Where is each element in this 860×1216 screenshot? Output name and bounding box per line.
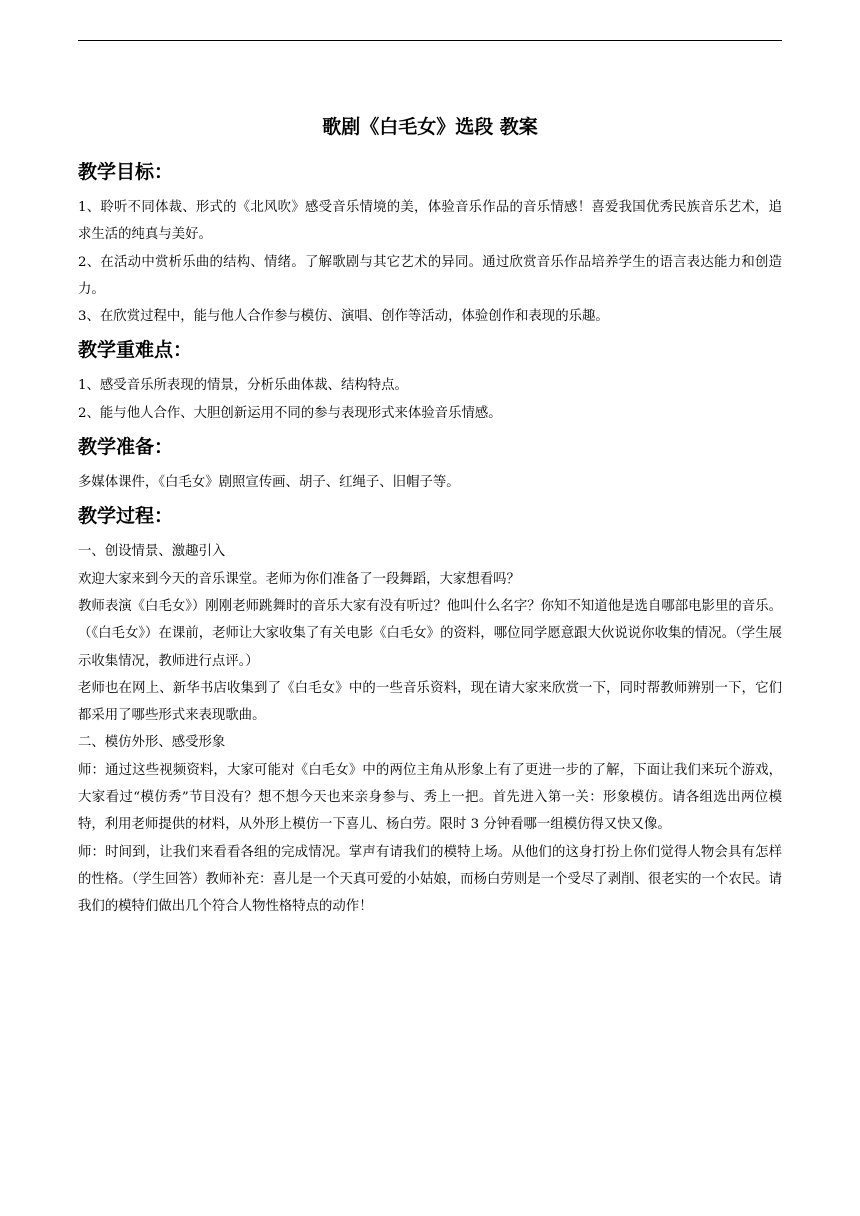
header-rule [78,40,782,41]
paragraph: 3、在欣赏过程中，能与他人合作参与模仿、演唱、创作等活动，体验创作和表现的乐趣。 [78,309,609,325]
section-key-points [78,335,782,427]
section-heading: 教学准备： [78,436,174,459]
section-process [78,501,782,920]
section-heading: 教学目标： [78,161,174,183]
paragraph: 2、在活动中赏析乐曲的结构、情绪。了解歌剧与其它艺术的异同。通过欣赏音乐作品培养学生的语言表达能力和创造力。 [78,254,782,297]
paragraph: 多媒体课件，《白毛女》剧照宣传画、胡子、红绳子、旧帽子等。 [78,475,460,491]
document-title: 歌剧《白毛女》选段 教案 [322,116,538,138]
section-heading: 教学重难点： [78,339,193,362]
section-objectives [78,157,782,330]
paragraph: 师：通过这些视频资料，大家可能对《白毛女》中的两位主角从形象上有了更进一步的了解，下面让我们来玩个游戏，大家看过“模仿秀”节目没有？想不想今天也来亲身参与、秀上一把。首先进入第一关：形象模仿。请各组选出两位模特，利用老师提供的材料，从外形上模仿一下喜儿、杨白劳。限时 3 分钟看哪一组模仿得又快又像。 [78,762,782,833]
paragraph: 一、创设情景、激趣引入 [78,544,226,560]
section-heading: 教学过程： [78,505,174,528]
paragraph: 二、模仿外形、感受形象 [78,735,226,751]
paragraph: 教师表演《白毛女》）刚刚老师跳舞时的音乐大家有没有听过？他叫什么名字？你知不知道他是选自哪部电影里的音乐。（《白毛女》）在课前，老师让大家收集了有关电影《白毛女》的资料，哪位同学愿意跟大伙说说你收集的情况。（学生展示收集情况，教师进行点评。） [78,598,782,669]
paragraph: 1、聆听不同体裁、形式的《北风吹》感受音乐情境的美，体验音乐作品的音乐情感！喜爱我国优秀民族音乐艺术，追求生活的纯真与美好。 [78,200,782,243]
paragraph: 老师也在网上、新华书店收集到了《白毛女》中的一些音乐资料，现在请大家来欣赏一下，同时帮教师辨别一下，它们都采用了哪些形式来表现歌曲。 [78,680,782,724]
paragraph: 师：时间到，让我们来看看各组的完成情况。掌声有请我们的模特上场。从他们的这身打扮上你们觉得人物会具有怎样的性格。（学生回答）教师补充：喜儿是一个天真可爱的小姑娘，而杨白劳则是一个受尽了剥削、很老实的一个农民。请我们的模特们做出几个符合人物性格特点的动作！ [78,844,782,915]
paragraph: 欢迎大家来到今天的音乐课堂。老师为你们准备了一段舞蹈，大家想看吗？ [78,571,520,587]
paragraph: 1、感受音乐所表现的情景，分析乐曲体裁、结构特点。 [78,378,408,394]
paragraph: 2、能与他人合作、大胆创新运用不同的参与表现形式来体验音乐情感。 [78,405,502,421]
section-preparation [78,432,782,496]
document-body [78,157,782,921]
